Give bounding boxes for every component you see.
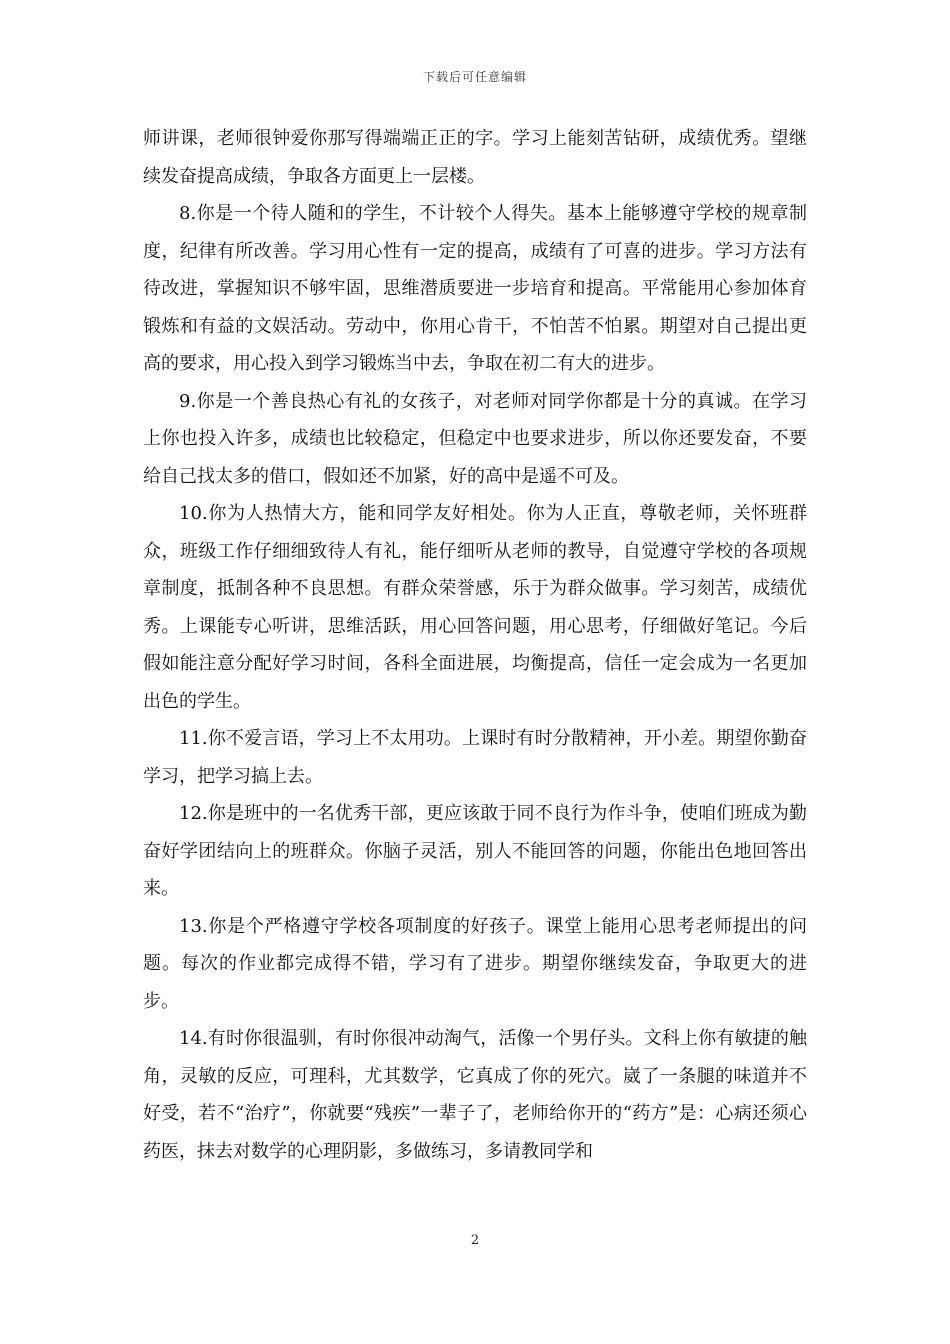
- page-number: 2: [470, 1233, 480, 1248]
- paragraph-comment-10: 10.你为人热情大方，能和同学友好相处。你为人正直，尊敬老师，关怀班群众，班级工作仔细细致待人有礼，能仔细听从老师的教导，自觉遵守学校的各项规章制度，抵制各种不良思想。有群众荣誉感，乐于为群众做事。学习刻苦，成绩优秀。上课能专心听讲，思维活跃，用心回答问题，用心思考，仔细做好笔记。今后假如能注意分配好学习时间，各科全面进展，均衡提高，信任一定会成为一名更加出色的学生。: [143, 503, 807, 712]
- paragraph-comment-13: 13.你是个严格遵守学校各项制度的好孩子。课堂上能用心思考老师提出的问题。每次的作业都完成得不错，学习有了进步。期望你继续发奋，争取更大的进步。: [143, 915, 807, 1012]
- document-body: [143, 120, 807, 1170]
- paragraph-comment-9: 9.你是一个善良热心有礼的女孩子，对老师对同学你都是十分的真诚。在学习上你也投入许多，成绩也比较稳定，但稳定中也要求进步，所以你还要发奋，不要给自己找太多的借口，假如还不加紧，好的高中是遥不可及。: [143, 390, 807, 487]
- paragraph-comment-14: 14.有时你很温驯，有时你很冲动淘气，活像一个男仔头。文科上你有敏捷的触角，灵敏的反应，可理科，尤其数学，它真成了你的死穴。崴了一条腿的味道并不好受，若不“治疗”，你就要“残疾”一辈子了，老师给你开的“药方”是：心病还须心药医，抹去对数学的心理阴影，多做练习，多请教同学和: [143, 1028, 807, 1162]
- paragraph-continuation: 师讲课，老师很钟爱你那写得端端正正的字。学习上能刻苦钻研，成绩优秀。望继续发奋提高成绩，争取各方面更上一层楼。: [143, 128, 807, 187]
- paragraph-comment-11: 11.你不爱言语，学习上不太用功。上课时有时分散精神，开小差。期望你勤奋学习，把学习搞上去。: [143, 728, 807, 787]
- paragraph-comment-8: 8.你是一个待人随和的学生，不计较个人得失。基本上能够遵守学校的规章制度，纪律有所改善。学习用心性有一定的提高，成绩有了可喜的进步。学习方法有待改进，掌握知识不够牢固，思维潜质要进一步培育和提高。平常能用心参加体育锻炼和有益的文娱活动。劳动中，你用心肯干，不怕苦不怕累。期望对自己提出更高的要求，用心投入到学习锻炼当中去，争取在初二有大的进步。: [143, 203, 807, 374]
- page-header: 下载后可任意编辑: [422, 70, 527, 84]
- paragraph-comment-12: 12.你是班中的一名优秀干部，更应该敢于同不良行为作斗争，使咱们班成为勤奋好学团结向上的班群众。你脑子灵活，别人不能回答的问题，你能出色地回答出来。: [143, 803, 807, 899]
